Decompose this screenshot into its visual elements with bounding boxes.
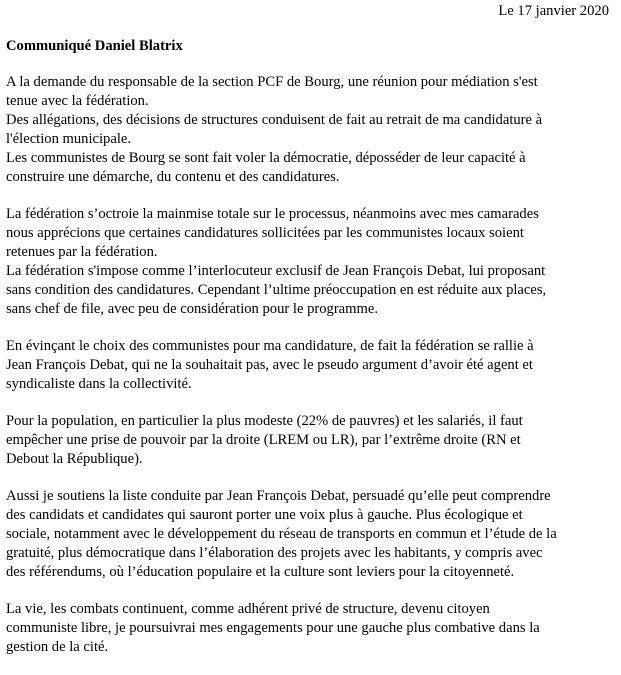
text-line: construire une démarche, du contenu et des candidatures. — [6, 169, 340, 185]
text-line: Les communistes de Bourg se sont fait voler la démocratie, déposséder de leur capacité à — [6, 150, 526, 166]
text-line: tenue avec la fédération. — [6, 93, 149, 109]
document-date: Le 17 janvier 2020 — [498, 3, 609, 19]
text-line: communiste libre, je poursuivrai mes engagements pour une gauche plus combative dans la — [6, 620, 540, 636]
text-line: Debout la République). — [6, 451, 143, 467]
text-line: sans chef de file, avec peu de considération pour le programme. — [6, 301, 378, 317]
paragraph-federation — [6, 205, 612, 319]
document-body — [6, 73, 612, 675]
paragraph-conclusion — [6, 600, 612, 657]
text-line: La fédération s’octroie la mainmise totale sur le processus, néanmoins avec mes camarades — [6, 206, 539, 222]
text-line: La vie, les combats continuent, comme adhérent privé de structure, devenu citoyen — [6, 601, 490, 617]
text-line: syndicaliste dans la collectivité. — [6, 376, 192, 392]
text-line: l'élection municipale. — [6, 131, 132, 147]
document-title: Communiqué Daniel Blatrix — [6, 38, 183, 54]
text-line: Des allégations, des décisions de structures conduisent de fait au retrait de ma candidature à — [6, 112, 543, 128]
text-line: retenues par la fédération. — [6, 244, 158, 260]
text-line: gestion de la cité. — [6, 639, 109, 655]
text-line: nous apprécions que certaines candidatures sollicitées par les communistes locaux soient — [6, 225, 524, 241]
text-line: sans condition des candidatures. Cependant l’ultime préoccupation en est réduite aux places, — [6, 282, 547, 298]
text-line: A la demande du responsable de la section PCF de Bourg, une réunion pour médiation s'est — [6, 74, 538, 90]
text-line: des référendums, où l’éducation populaire et la culture sont leviers pour la citoyenneté. — [6, 564, 515, 580]
paragraph-population — [6, 412, 612, 469]
paragraph-mediation — [6, 73, 612, 187]
paragraph-candidature — [6, 337, 612, 394]
text-line: En évinçant le choix des communistes pour ma candidature, de fait la fédération se rallie à — [6, 338, 534, 354]
text-line: empêcher une prise de pouvoir par la droite (LREM ou LR), par l’extrême droite (RN et — [6, 432, 521, 448]
text-line: sociale, notamment avec le développement du réseau de transports en commun et l’étude de la — [6, 526, 557, 542]
text-line: gratuité, plus démocratique dans l’élaboration des projets avec les habitants, y compris avec — [6, 545, 543, 561]
text-line: La fédération s'impose comme l’interlocuteur exclusif de Jean François Debat, lui proposant — [6, 263, 546, 279]
text-line: Aussi je soutiens la liste conduite par Jean François Debat, persuadé qu’elle peut comprendre — [6, 488, 551, 504]
paragraph-support — [6, 487, 612, 582]
text-line: des candidats et candidates qui sauront porter une voix plus à gauche. Plus écologique et — [6, 507, 523, 523]
text-line: Pour la population, en particulier la plus modeste (22% de pauvres) et les salariés, il faut — [6, 413, 523, 429]
text-line: Jean François Debat, qui ne la souhaitait pas, avec le pseudo argument d’avoir été agent et — [6, 357, 533, 373]
